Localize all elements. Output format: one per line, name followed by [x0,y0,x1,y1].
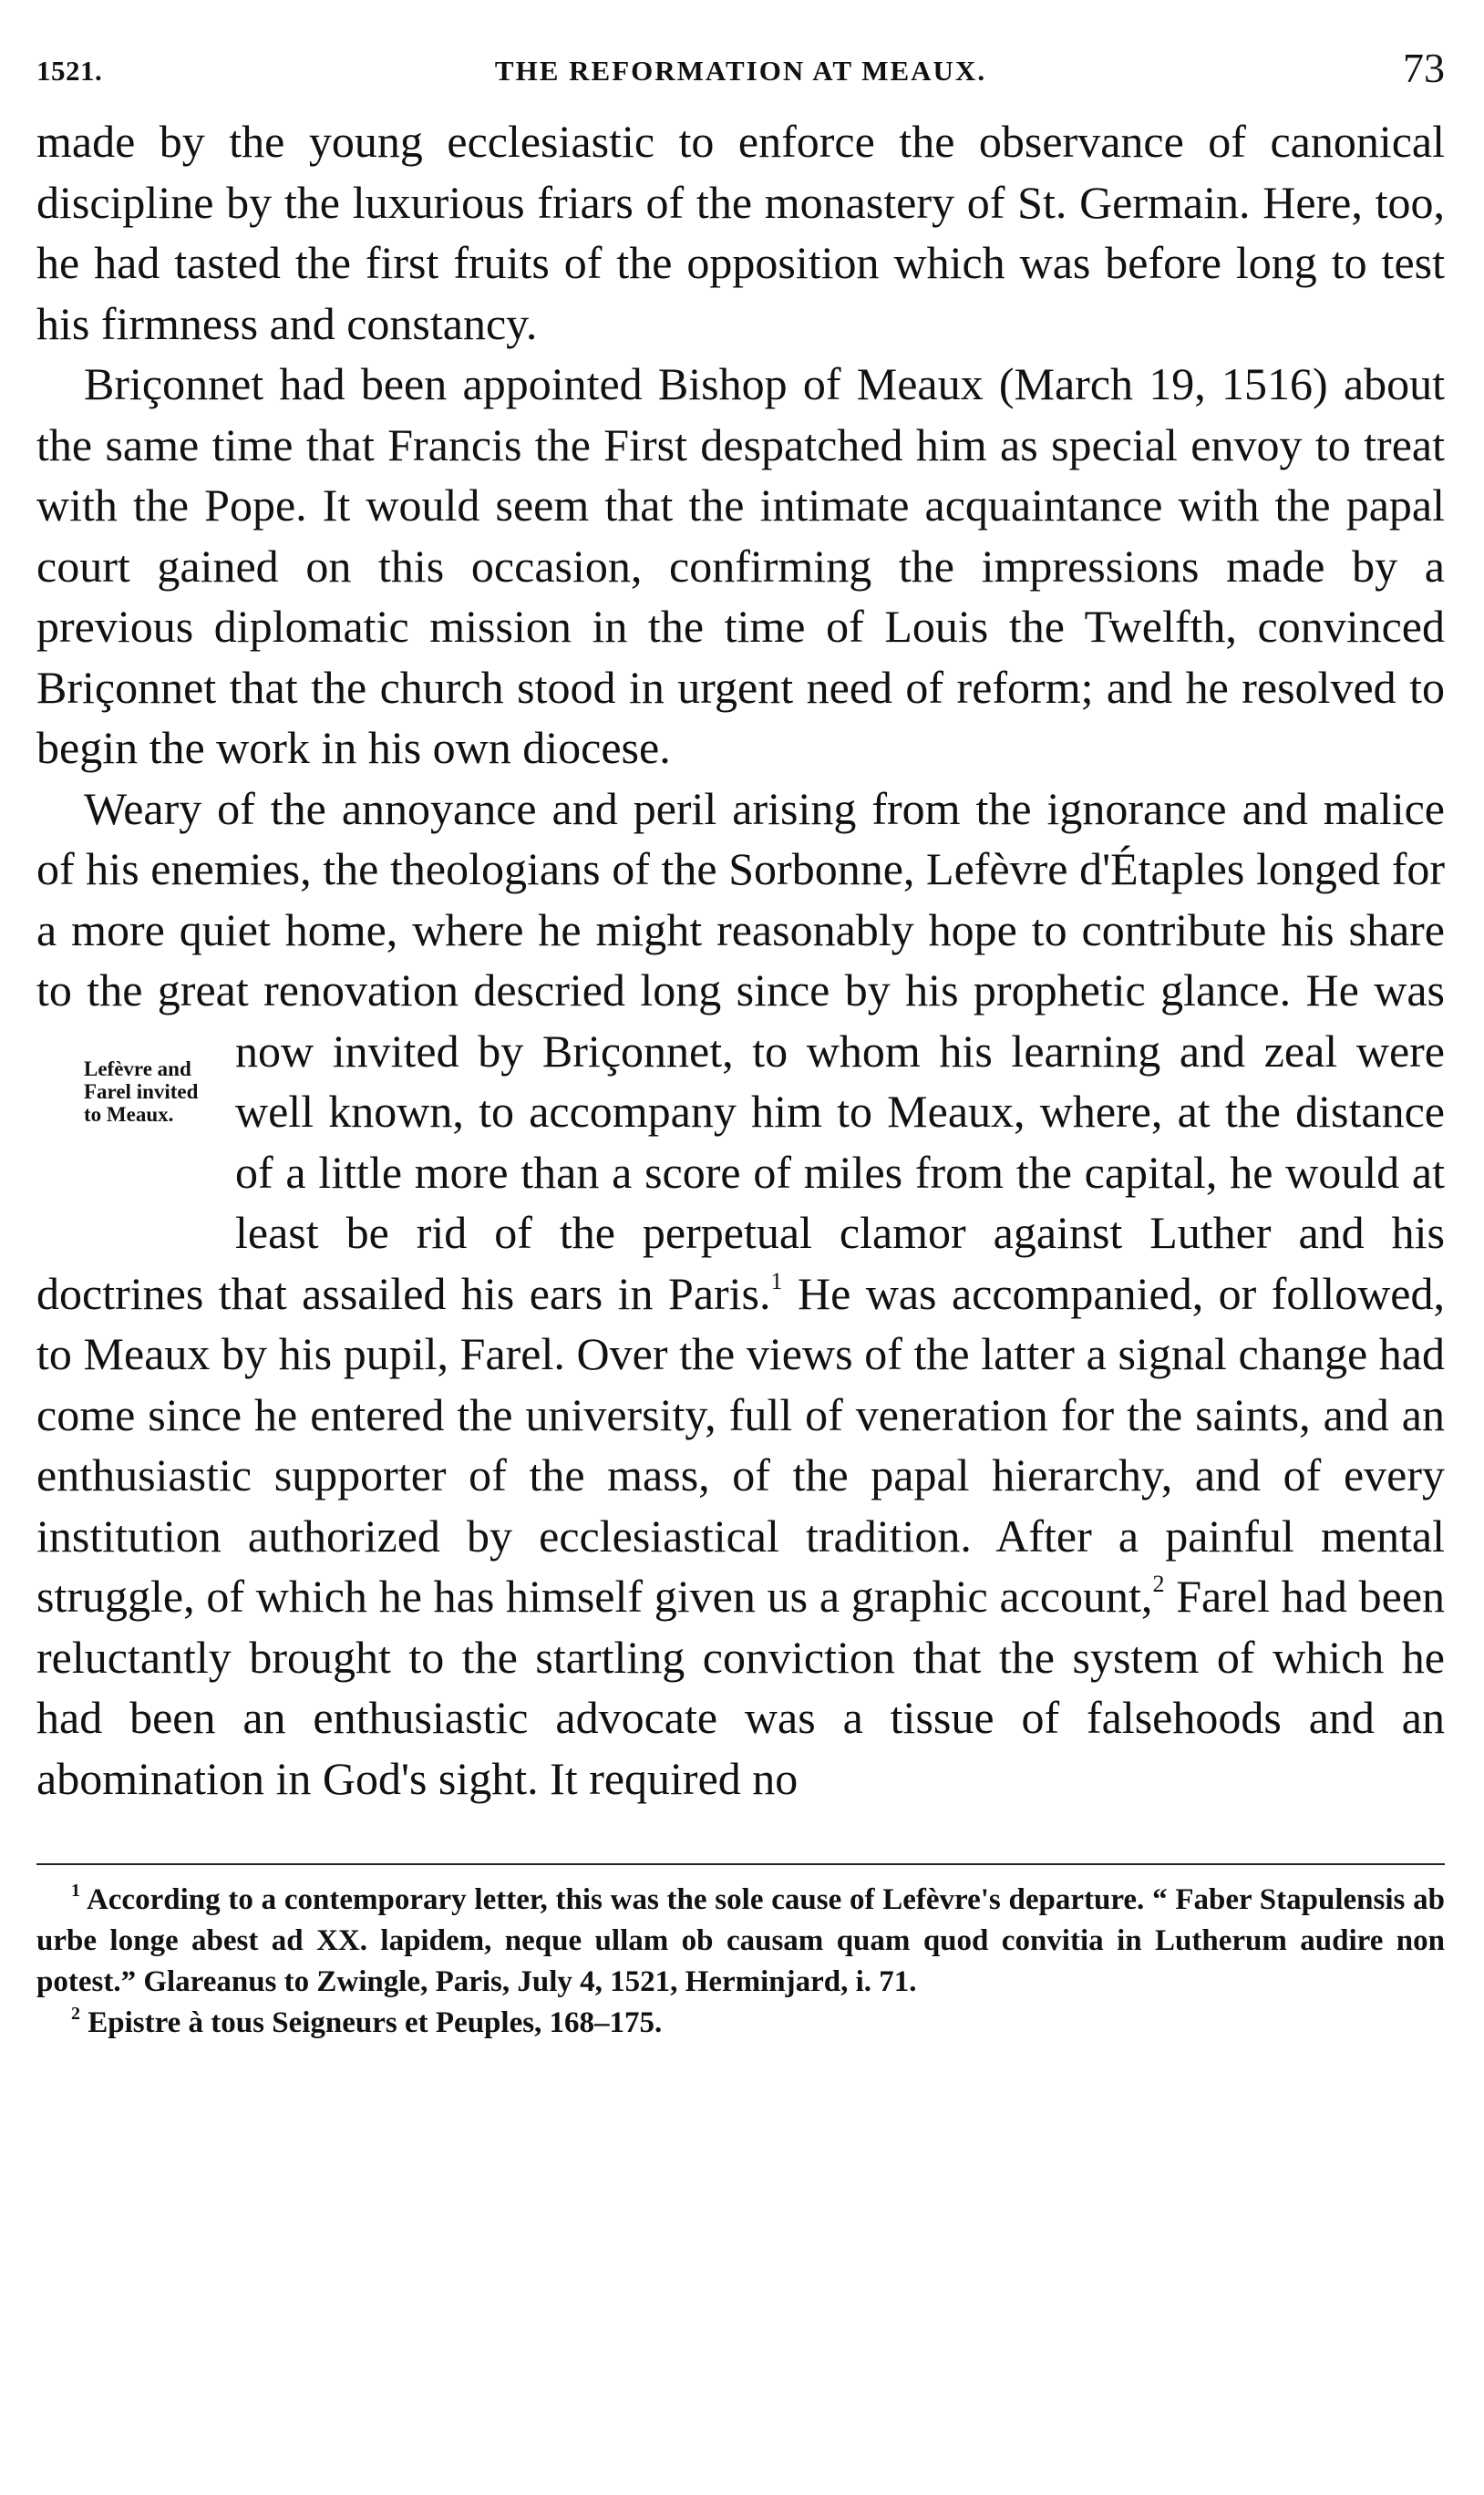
footnote-2-marker: 2 [71,2004,80,2024]
margin-note [36,1057,235,1240]
paragraph-3-part-b: He was accompanied, or followed, to Meaux by his pupil, Farel. Over the views of the latter a signal change had come since he entered the university, full of veneration for the saints, and an enthusiastic supporter of the mass, of the papal hierarchy, and of every institution authorized by ecclesiastical tradition. After a painful mental struggle, of which he has himself given us a graphic account, [36,1267,1445,1622]
footnotes [36,1880,1445,2044]
page-number: 73 [1403,45,1445,91]
paragraph-3 [36,778,1445,1809]
paragraph-3-part-a-continued: now invited by Briçonnet, to whom his learning and zeal were well known, to accompany him to Meaux, where, at the distance of a little more than a score of miles from the capital, he would at least be rid of the perpetual clamor against Luther and his doctrines that assailed his ears in Paris. [36,1025,1445,1319]
footnote-2 [36,2003,1445,2044]
footnote-rule [36,1863,1445,1865]
paragraph-3-part-a: Weary of the annoyance and peril arising from the ignorance and malice of his enemies, the theologians of the Sorbonne, Lefèvre d'Étaples longed for a more quiet home, where he might reasonably hope to contribute his share to the great renovation descried long since by his prophetic glance. He was [36,782,1445,1016]
header-year: 1521. [36,55,103,87]
footnote-1-text: According to a contemporary letter, this was the sole cause of Lefèvre's departure. “ Faber Stapulensis ab urbe longe abest ad XX. lapidem, neque ullam ob causam quam quod convitia in Lutherum audire non potest.” Glareanus to Zwingle, Paris, July 4, 1521, Herminjard, i. 71. [36,1883,1445,1998]
footnote-1-marker: 1 [71,1881,80,1901]
book-page [36,36,1445,2044]
footnote-1 [36,1880,1445,2003]
paragraph-2: Briçonnet had been appointed Bishop of Meaux (March 19, 1516) about the same time that Francis the First despatched him as special envoy to treat with the Pope. It would seem that the intimate acquaintance with the papal court gained on this occasion, confirming the impressions made by a previous diplomatic mission in the time of Louis the Twelfth, convinced Briçonnet that the church stood in urgent need of reform; and he resolved to begin the work in his own diocese. [36,358,1445,773]
paragraph-3-part-c: Farel had been reluctantly brought to the startling conviction that the system of which he had been an enthusiastic advocate was a tissue of falsehoods and an abomination in God's sight. It required no [36,1571,1446,1804]
running-header [36,36,1445,100]
margin-note-line-3: to Meaux. [84,1102,174,1126]
footnote-ref-2: 2 [1152,1571,1165,1597]
margin-note-line-2: Farel invited [84,1079,199,1103]
footnote-2-text: Epistre à tous Seigneurs et Peuples, 168–175. [88,2006,663,2039]
margin-note-line-1: Lefèvre and [84,1057,191,1080]
running-title: THE REFORMATION AT MEAUX. [494,55,987,87]
body-text [36,111,1445,1809]
paragraph-1: made by the young ecclesiastic to enforce the observance of canonical discipline by the luxurious friars of the monastery of St. Germain. Here, too, he had tasted the first fruits of the opposition which was before long to test his firmness and constancy. [36,116,1445,349]
footnote-ref-1: 1 [770,1267,783,1294]
